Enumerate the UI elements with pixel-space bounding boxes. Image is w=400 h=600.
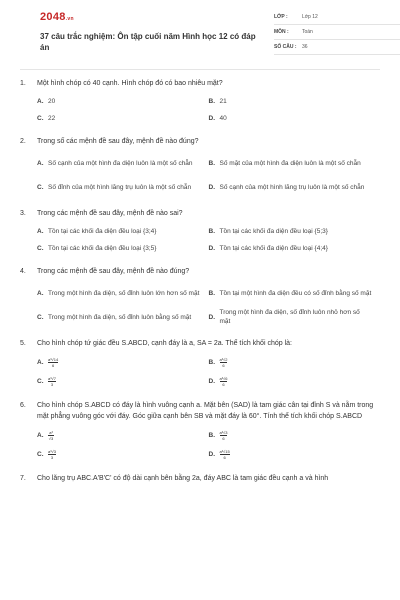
question-text: Trong các mệnh đề sau đây, mệnh đề nào sai? xyxy=(37,210,183,217)
options xyxy=(20,281,380,329)
option-c[interactable]: C. $\frac{\text{a³√7}}{3}$ xyxy=(37,375,56,387)
fraction: $\frac{\text{a³√3}}{3}$ xyxy=(48,448,56,460)
question-2 xyxy=(20,136,380,199)
fraction: $\frac{\text{a³√15}}{6}$ xyxy=(219,448,230,460)
question-text: Trong các mệnh đề sau đây, mệnh đề nào đúng? xyxy=(37,268,190,275)
options xyxy=(20,223,380,257)
question-number: 5. xyxy=(20,340,26,347)
option-d[interactable]: D. $\frac{\text{a³√15}}{6}$ xyxy=(208,448,230,460)
question-text: Cho hình chóp tứ giác đều S.ABCD, cạnh đáy là a, SA = 2a. Thể tích khối chóp là: xyxy=(37,340,292,347)
option-c[interactable]: C. $\frac{\text{a³√3}}{3}$ xyxy=(37,448,56,460)
question-text: Một hình chóp có 40 cạnh. Hình chóp đó có bao nhiêu mặt? xyxy=(37,80,223,87)
meta-count: SỐ CÂU : 36 xyxy=(274,40,400,55)
option-b[interactable]: B. 21 xyxy=(208,98,227,105)
option-d[interactable]: D. $\frac{\text{a³√6}}{6}$ xyxy=(208,375,228,387)
question-text: Cho lăng trụ ABC.A'B'C' có độ dài cạnh bên bằng 2a, đáy ABC là tam giác đều cạnh a và hình xyxy=(37,475,329,482)
question-3 xyxy=(20,208,380,257)
option-a[interactable]: A. Số cạnh của một hình đa diện luôn là một số chẵn xyxy=(37,159,193,167)
meta-grade: LỚP : Lớp 12 xyxy=(274,10,400,25)
question-number: 4. xyxy=(20,268,26,275)
fraction: $\frac{\text{a³√3}}{6}$ xyxy=(219,429,228,441)
options xyxy=(20,151,380,199)
option-a[interactable]: A. Tồn tại các khối đa diện đều loại {3;4} xyxy=(37,228,157,235)
meta-subject: MÔN : Toán xyxy=(274,25,400,40)
meta-box xyxy=(274,10,400,55)
option-c[interactable]: C. Trong một hình đa diện, số đỉnh luôn bằng số mặt xyxy=(37,313,192,321)
question-1 xyxy=(20,78,380,127)
option-a[interactable]: A. $\frac{\text{a³}}{√3}$ xyxy=(37,429,54,441)
question-text: Trong số các mệnh đề sau đây, mệnh đề nào đúng? xyxy=(37,138,199,145)
fraction: $\frac{\text{a³√7}}{3}$ xyxy=(48,375,56,387)
question-number: 7. xyxy=(20,475,26,482)
document-header xyxy=(20,0,380,66)
options xyxy=(20,353,380,391)
header-divider xyxy=(20,69,380,70)
option-d[interactable]: D. Tồn tại các khối đa diện đều loại {4;4} xyxy=(208,245,328,252)
options xyxy=(20,426,380,464)
option-a[interactable]: A. 20 xyxy=(37,98,56,105)
option-d[interactable]: D. Trong một hình đa diện, số đỉnh luôn nhỏ hơn số mặt xyxy=(208,309,360,325)
options xyxy=(20,93,380,127)
fraction: $\frac{\text{a³√14}}{6}$ xyxy=(48,356,59,368)
option-b[interactable]: B. Tồn tại một hình đa diện đều có số đỉnh bằng số mặt xyxy=(208,289,372,297)
option-c[interactable]: C. Tồn tại các khối đa diện đều loại {3;5} xyxy=(37,245,157,252)
option-a[interactable]: A. $\frac{\text{a³√14}}{6}$ xyxy=(37,356,59,368)
question-number: 3. xyxy=(20,210,26,217)
question-number: 1. xyxy=(20,80,26,87)
page-title: 37 câu trắc nghiệm: Ôn tập cuối năm Hình học 12 có đáp án xyxy=(40,32,256,52)
option-d[interactable]: D. Số cạnh của một hình lăng trụ luôn là một số chẵn xyxy=(208,183,365,191)
site-logo[interactable]: 2048.vn xyxy=(40,11,74,23)
question-4 xyxy=(20,266,380,329)
question-list xyxy=(20,78,380,493)
fraction: $\frac{\text{a³√6}}{6}$ xyxy=(219,375,228,387)
question-5 xyxy=(20,338,380,391)
option-c[interactable]: C. 22 xyxy=(37,115,56,122)
question-number: 2. xyxy=(20,138,26,145)
option-b[interactable]: B. $\frac{\text{a³√2}}{6}$ xyxy=(208,356,228,368)
option-a[interactable]: A. Trong một hình đa diện, số đỉnh luôn lớn hơn số mặt xyxy=(37,289,200,297)
question-text: Cho hình chóp S.ABCD có đáy là hình vuông cạnh a. Mặt bên (SAD) là tam giác cân tại đỉnh S và nằm trong mặt phẳng vuông góc với đáy. Góc giữa cạnh bên SB và mặt đáy là 60°. Tính thể tích khối chóp S.ABCD xyxy=(37,402,374,420)
question-7 xyxy=(20,473,380,484)
fraction: $\frac{\text{a³}}{√3}$ xyxy=(48,429,54,441)
question-6 xyxy=(20,400,380,464)
question-number: 6. xyxy=(20,402,26,409)
option-b[interactable]: B. Tồn tại các khối đa diện đều loại {5;3} xyxy=(208,228,328,235)
fraction: $\frac{\text{a³√2}}{6}$ xyxy=(219,356,228,368)
option-b[interactable]: B. Số mặt của một hình đa diện luôn là một số chẵn xyxy=(208,159,361,167)
option-d[interactable]: D. 40 xyxy=(208,115,227,122)
option-b[interactable]: B. $\frac{\text{a³√3}}{6}$ xyxy=(208,429,228,441)
option-c[interactable]: C. Số đỉnh của một hình lăng trụ luôn là một số chẵn xyxy=(37,183,192,191)
